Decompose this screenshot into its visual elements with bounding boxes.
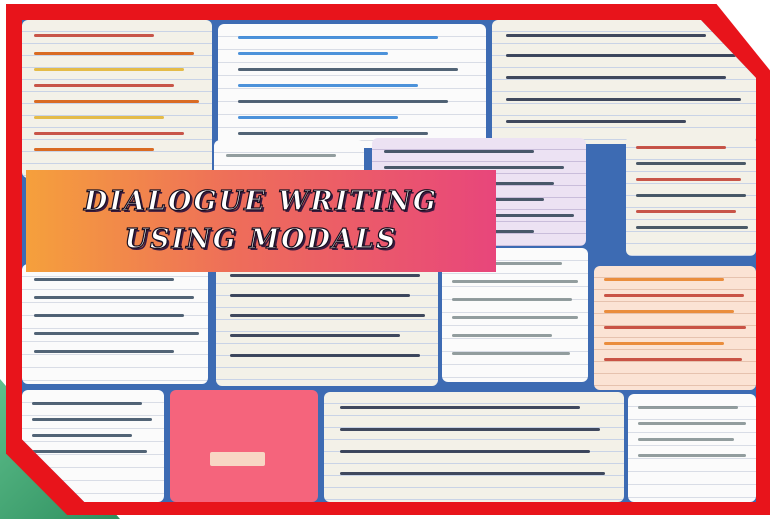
dialogue-page-photo: [492, 20, 756, 144]
dialogue-page-photo: [216, 260, 438, 386]
dialogue-page-photo: [22, 20, 212, 178]
title-line-1: DIALOGUE WRITING: [84, 186, 438, 217]
dialogue-page-photo: [594, 266, 756, 390]
dialogue-page-photo: [626, 136, 756, 256]
dialogue-page-photo: [170, 390, 318, 502]
dialogue-page-photo: [218, 24, 486, 148]
dialogue-page-photo: [22, 264, 208, 384]
dialogue-page-photo: [628, 394, 756, 502]
dialogue-page-photo: [324, 392, 624, 502]
title-banner: [26, 170, 496, 272]
title-line-2: USING MODALS: [124, 224, 398, 255]
